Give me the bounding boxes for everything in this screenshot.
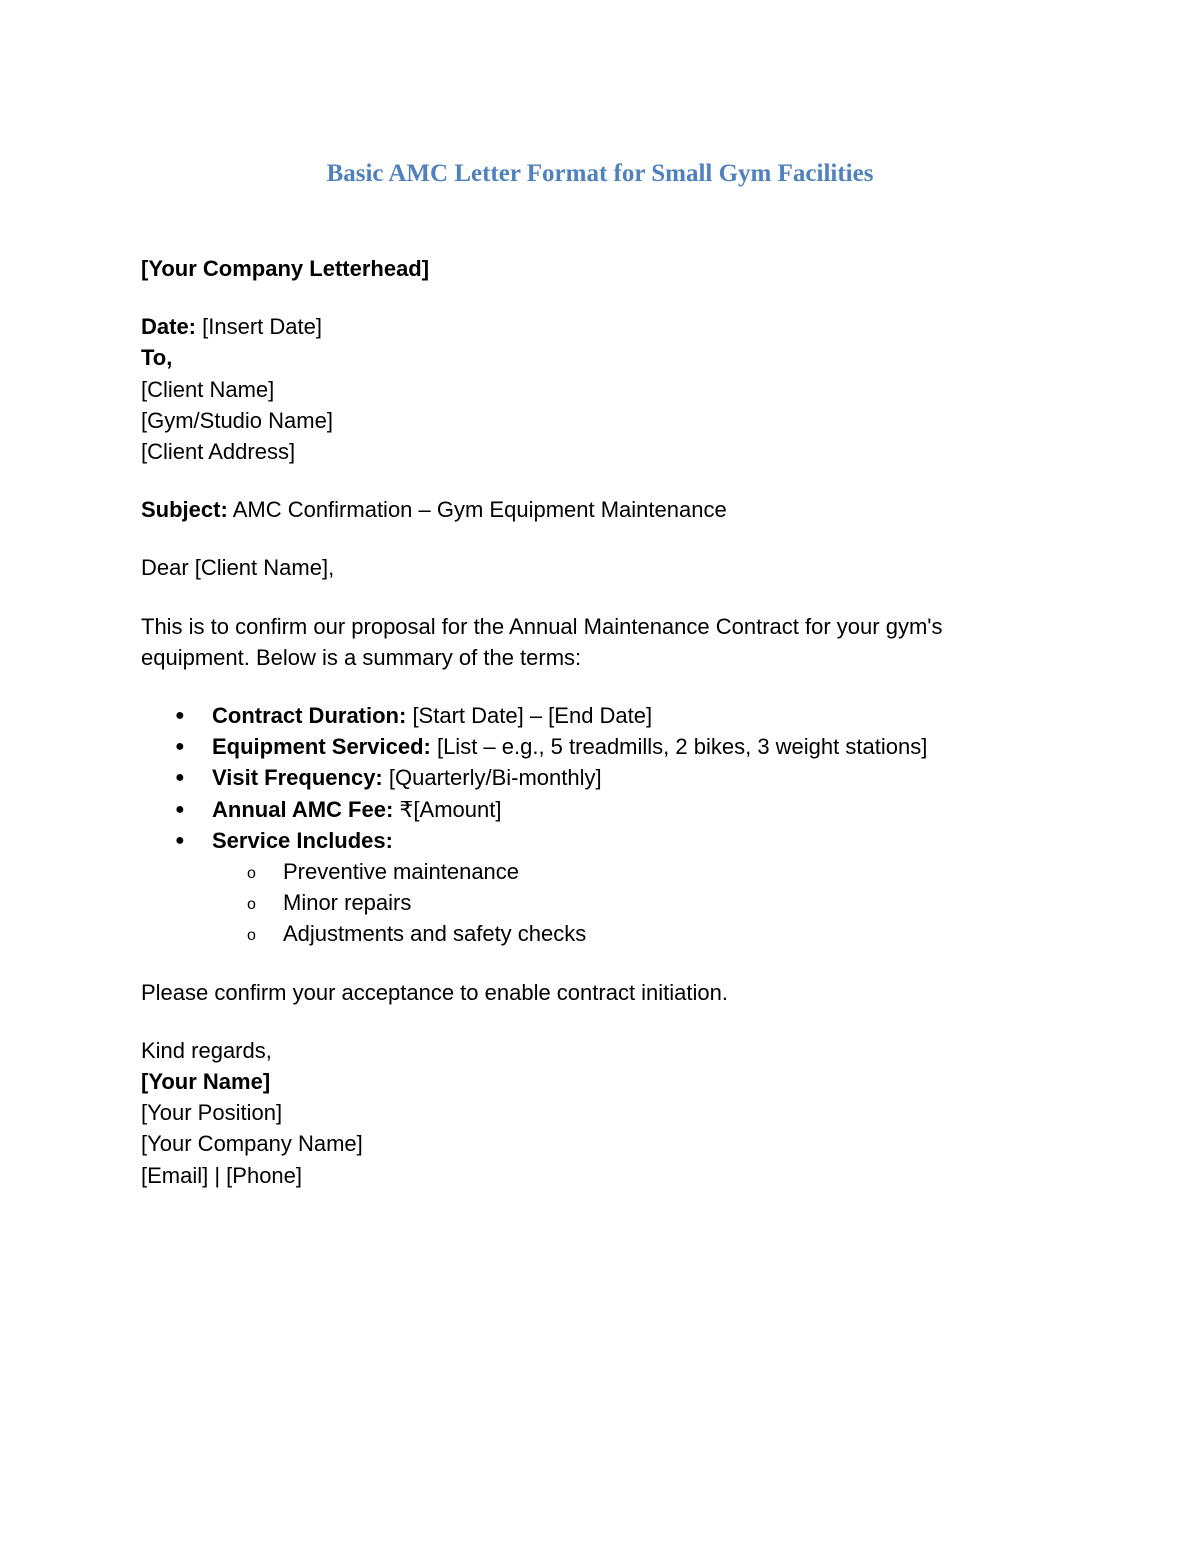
- bullet-icon: ●: [175, 738, 185, 756]
- date-label: Date:: [141, 314, 197, 340]
- signoff-company: [Your Company Name]: [141, 1131, 363, 1157]
- to-label: To,: [141, 345, 173, 371]
- circle-bullet-icon: o: [247, 865, 256, 883]
- intro-paragraph: This is to confirm our proposal for the Annual Maintenance Contract for your gym's equipment. Below is a summary of the terms:: [141, 613, 943, 670]
- signoff-closing: Kind regards,: [141, 1037, 272, 1063]
- closing-request: Please confirm your acceptance to enable contract initiation.: [141, 979, 728, 1005]
- circle-bullet-icon: o: [247, 896, 256, 914]
- list-item: ● Service Includes:: [141, 825, 1041, 856]
- client-name-line: [Client Name]: [141, 376, 275, 402]
- service-includes-list: [141, 856, 1041, 950]
- signoff-name: [Your Name]: [141, 1069, 271, 1095]
- gym-name-line: [Gym/Studio Name]: [141, 407, 333, 433]
- bullet-icon: ●: [175, 769, 185, 787]
- letter-body: [141, 253, 1041, 1191]
- subject-value: AMC Confirmation – Gym Equipment Maintenance: [227, 497, 727, 523]
- subject-line: [141, 494, 1041, 525]
- bullet-icon: ●: [175, 707, 185, 725]
- salutation: Dear [Client Name],: [141, 555, 335, 581]
- terms-list: [141, 700, 1041, 856]
- list-item: o Minor repairs: [141, 887, 1041, 918]
- circle-bullet-icon: o: [247, 927, 256, 945]
- list-item: o Adjustments and safety checks: [141, 918, 1041, 949]
- list-item: ● Equipment Serviced: [List – e.g., 5 treadmills, 2 bikes, 3 weight stations]: [141, 731, 1041, 762]
- list-item: ● Contract Duration: [Start Date] – [End Date]: [141, 700, 1041, 731]
- subject-label: Subject:: [141, 497, 228, 523]
- bullet-icon: ●: [175, 800, 185, 818]
- signoff-contact: [Email] | [Phone]: [141, 1162, 303, 1188]
- date-value: [Insert Date]: [196, 314, 322, 340]
- client-address-line: [Client Address]: [141, 439, 296, 465]
- signoff-position: [Your Position]: [141, 1100, 283, 1126]
- letterhead: [Your Company Letterhead]: [141, 256, 430, 281]
- document-title: Basic AMC Letter Format for Small Gym Facilities: [326, 160, 874, 187]
- list-item: o Preventive maintenance: [141, 856, 1041, 887]
- bullet-icon: ●: [175, 831, 185, 849]
- list-item: ● Annual AMC Fee: ₹[Amount]: [141, 794, 1041, 825]
- list-item: ● Visit Frequency: [Quarterly/Bi-monthly]: [141, 762, 1041, 793]
- date-line: [141, 311, 1041, 342]
